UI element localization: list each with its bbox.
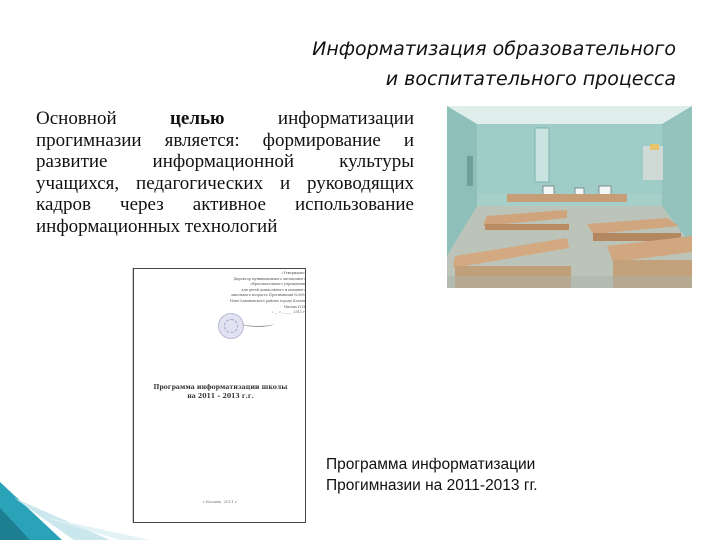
approval-block (186, 271, 306, 316)
approval-line: Низова И.И. (283, 304, 306, 309)
body-paragraph (36, 108, 414, 237)
document-caption (326, 454, 626, 496)
document-scan (133, 268, 306, 523)
slide-title-line-2: и воспитательного процесса (385, 68, 676, 90)
signature (242, 320, 274, 327)
approval-line: Директор муниципального автономного (233, 276, 306, 281)
approval-line: для детей дошкольного и младшего (241, 287, 306, 292)
approval-line: Ново-Савиновского района города Казани (229, 298, 306, 303)
seal-stamp (218, 313, 244, 339)
corner-decoration (0, 450, 150, 540)
document-title-line-2: на 2011 – 2013 г.г. (187, 393, 254, 400)
document-footer: г.Казань, 2011 г. (202, 499, 239, 504)
approval-line: образовательного учреждения (250, 282, 306, 287)
document-title (134, 383, 307, 401)
approval-line: « __ » ______ 2011 г. (271, 310, 306, 315)
body-text-start: Основной (36, 108, 117, 129)
caption-line-2: Прогимназии на 2011-2013 гг. (326, 477, 538, 494)
approval-line: «Утверждаю» (281, 271, 306, 275)
body-text-rest: информатизации прогимназии является: формирование и развитие информационной культуры учащихся, педагогических и руководящих кадров через активное использование информационных технологий (36, 108, 415, 237)
slide-title (256, 34, 676, 94)
approval-line: школьного возраста Прогимназия №369» (231, 293, 306, 298)
classroom-photo (447, 106, 692, 288)
classroom-photo-illustration (447, 106, 692, 288)
body-emphasis: целью (169, 108, 225, 129)
caption-line-1: Программа информатизации (326, 456, 536, 473)
slide-title-line-1: Информатизация образовательного (312, 38, 676, 60)
document-title-line-1: Программа информатизации школы (153, 384, 288, 391)
